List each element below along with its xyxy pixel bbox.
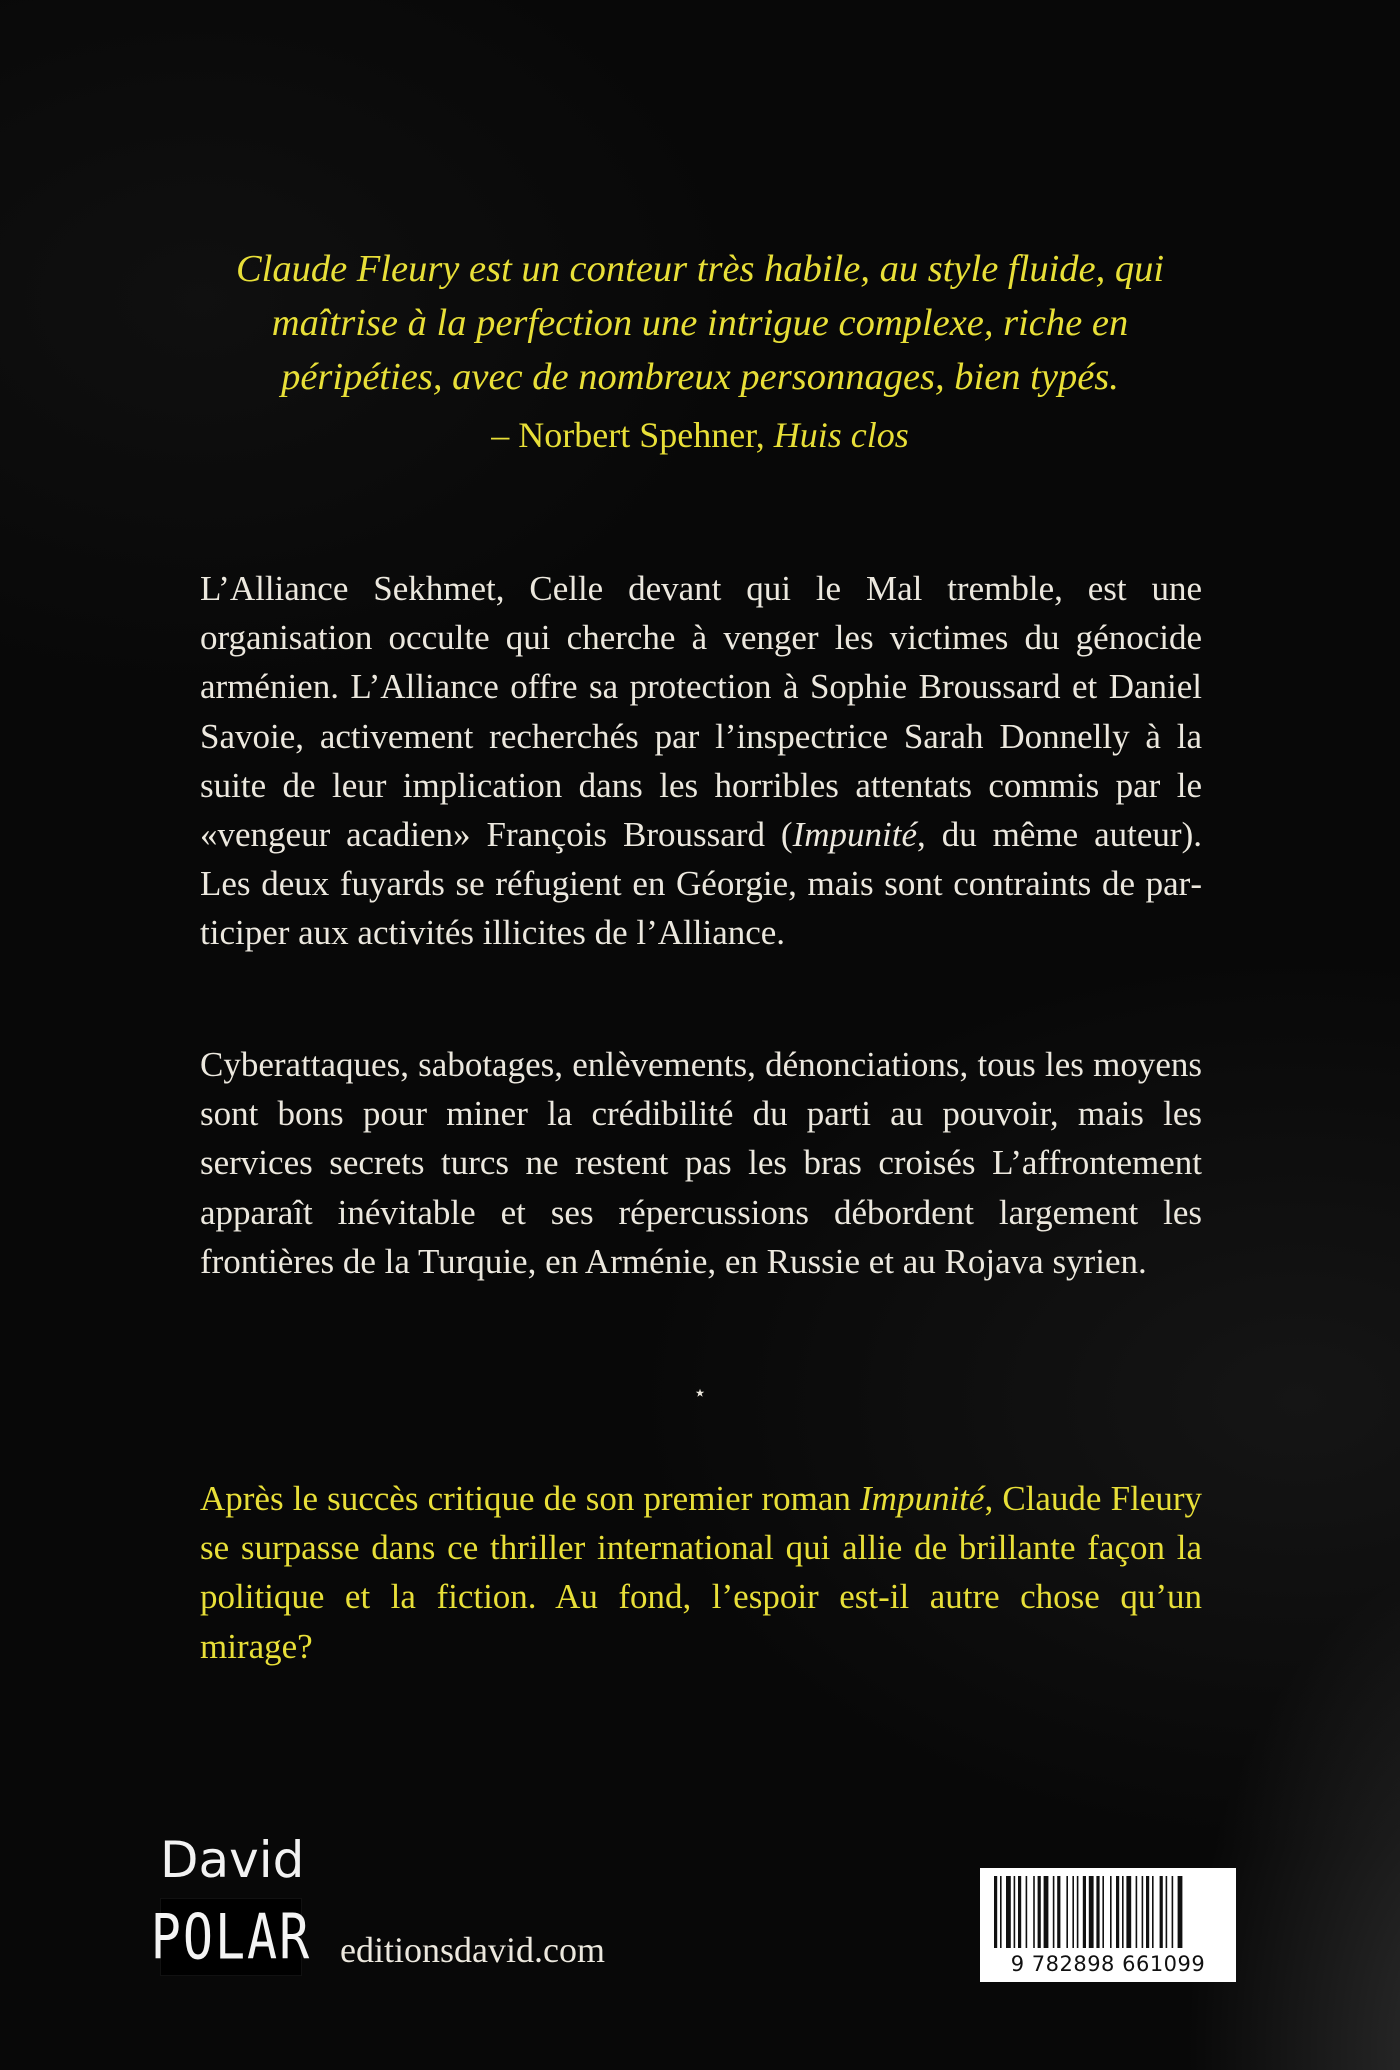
promo-paragraph	[200, 1474, 1202, 1671]
attribution-author: – Norbert Spehner,	[491, 415, 765, 455]
p3-text-a: Après le succès critique de son premier roman	[200, 1479, 861, 1518]
review-quote: Claude Fleury est un conteur très habile, au style fluide, qui maîtrise à la perfection une intrigue complexe, riche en péripéties, avec de nombreux personnages, bien typés.	[235, 248, 1165, 398]
p3-text-b: , Claude Fleury se surpasse dans ce thriller international qui allie de brillante façon la politique et la fiction. Au fond, l’espoir est-il autre chose qu’un mirage?	[200, 1479, 1202, 1666]
p1-text-a: L’Alliance Sekhmet, Celle devant qui le Mal tremble, est une organisation occulte qui cherche à venger les victimes du génocide arménien. L’Alliance offre sa protection à Sophie Broussard et Daniel Savoie, activement recherchés par l’inspectrice Sarah Donnelly à la suite de leur implication dans les horribles attentats commis par le «vengeur acadien» François Broussard (	[200, 569, 1202, 855]
isbn-digits: 9 782898 661099	[1010, 1952, 1206, 1976]
barcode-bars-icon	[994, 1876, 1222, 1948]
review-attribution	[200, 410, 1200, 460]
synopsis-paragraph-1	[200, 564, 1202, 958]
p1-text-b: , du même auteur). Les deux fuyards se réfugient en Géorgie, mais sont contraints de participer aux activités illicites de l’Alliance.	[200, 815, 1202, 953]
p3-title-impunite: Impunité	[860, 1479, 985, 1518]
polar-label: POLAR	[150, 1900, 312, 1974]
attribution-source: Huis clos	[773, 415, 909, 455]
separator-star-icon: ⋆	[693, 1380, 707, 1405]
p1-title-impunite: Impunité	[792, 815, 917, 855]
isbn-barcode	[980, 1868, 1236, 1982]
publisher-logo-david: David	[160, 1831, 305, 1889]
publisher-website[interactable]: editionsdavid.com	[340, 1930, 605, 1970]
synopsis-paragraph-2: Cyberattaques, sabotages, enlèvements, dénonciations, tous les moyens sont bons pour miner la crédibilité du parti au pouvoir, mais les services secrets turcs ne restent pas les bras croisés L’affrontement apparaît inévitable et ses répercussions débordent largement les frontières de la Turquie, en Arménie, en Russie et au Rojava syrien.	[200, 1045, 1202, 1281]
publisher-logo-polar	[150, 1898, 312, 1976]
